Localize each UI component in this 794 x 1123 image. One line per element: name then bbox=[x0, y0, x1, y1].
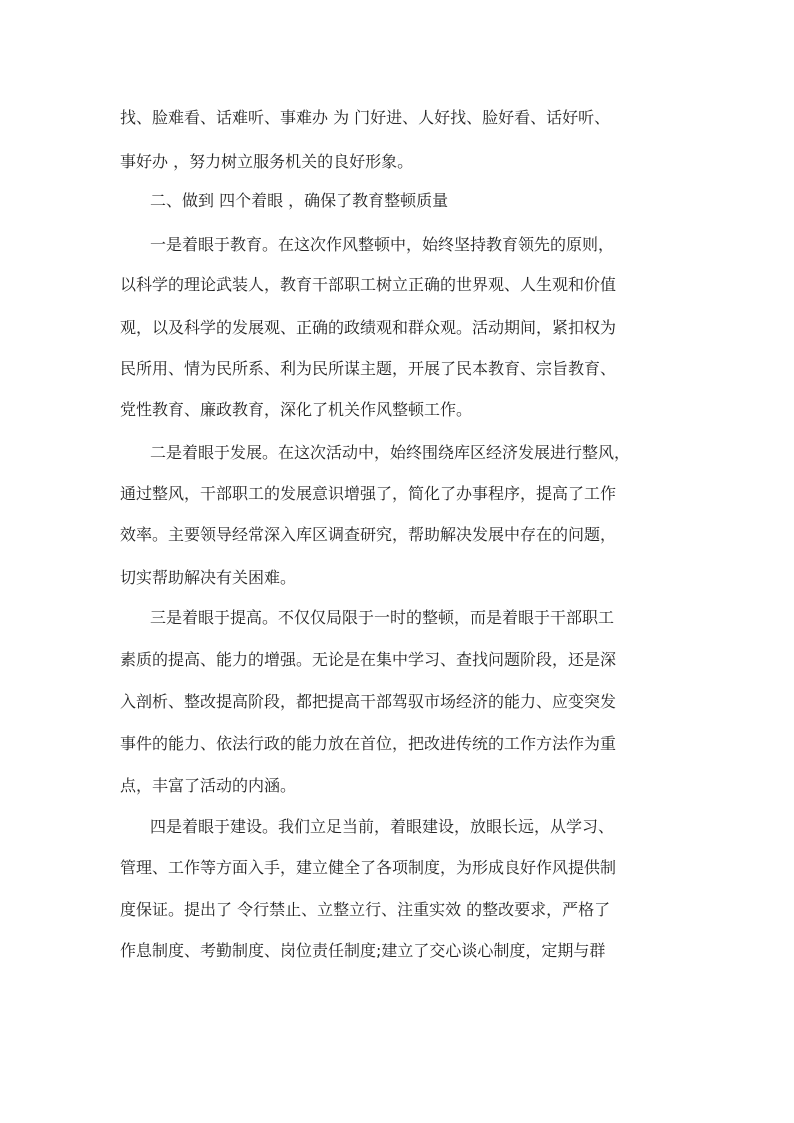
text-line: 点，丰富了活动的内涵。 bbox=[120, 776, 297, 795]
text-line: 事好办 ，努力树立服务机关的良好形象。 bbox=[120, 152, 414, 171]
text-line: 度保证。提出了 令行禁止、立整立行、注重实效 的整改要求，严格了 bbox=[120, 900, 611, 919]
section-heading: 二、做到 四个着眼 ，确保了教育整顿质量 bbox=[150, 191, 449, 210]
text-line: 事件的能力、依法行政的能力放在首位，把改进传统的工作方法作为重 bbox=[120, 734, 617, 753]
text-line: 通过整风，干部职工的发展意识增强了，简化了办事程序，提高了工作 bbox=[120, 484, 617, 503]
text-line: 民所用、情为民所系、利为民所谋主题，开展了民本教育、宗旨教育、 bbox=[120, 359, 617, 378]
paragraph-first-line: 三是着眼于提高。不仅仅局限于一时的整顿，而是着眼于干部职工 bbox=[150, 608, 615, 627]
text-line: 观，以及科学的发展观、正确的政绩观和群众观。活动期间，紧扣权为 bbox=[120, 318, 617, 337]
paragraph-first-line: 一是着眼于教育。在这次作风整顿中，始终坚持教育领先的原则， bbox=[150, 235, 615, 254]
text-line: 以科学的理论武装人，教育干部职工树立正确的世界观、人生观和价值 bbox=[120, 275, 617, 294]
text-line: 党性教育、廉政教育，深化了机关作风整顿工作。 bbox=[120, 400, 473, 419]
text-line: 找、脸难看、话难听、事难办 为 门好进、人好找、脸好看、话好听、 bbox=[120, 108, 611, 127]
text-line: 素质的提高、能力的增强。无论是在集中学习、查找问题阶段，还是深 bbox=[120, 650, 617, 669]
text-line: 切实帮助解决有关困难。 bbox=[120, 568, 297, 587]
text-line: 管理、工作等方面入手，建立健全了各项制度，为形成良好作风提供制 bbox=[120, 858, 617, 877]
text-line: 作息制度、考勤制度、岗位责任制度;建立了交心谈心制度，定期与群 bbox=[120, 941, 606, 960]
text-line: 入剖析、整改提高阶段，都把提高干部驾驭市场经济的能力、应变突发 bbox=[120, 692, 617, 711]
paragraph-first-line: 四是着眼于建设。我们立足当前，着眼建设，放眼长远，从学习、 bbox=[150, 817, 615, 836]
paragraph-first-line: 二是着眼于发展。在这次活动中，始终围绕库区经济发展进行整风， bbox=[150, 443, 631, 462]
text-line: 效率。主要领导经常深入库区调查研究，帮助解决发展中存在的问题， bbox=[120, 525, 617, 544]
